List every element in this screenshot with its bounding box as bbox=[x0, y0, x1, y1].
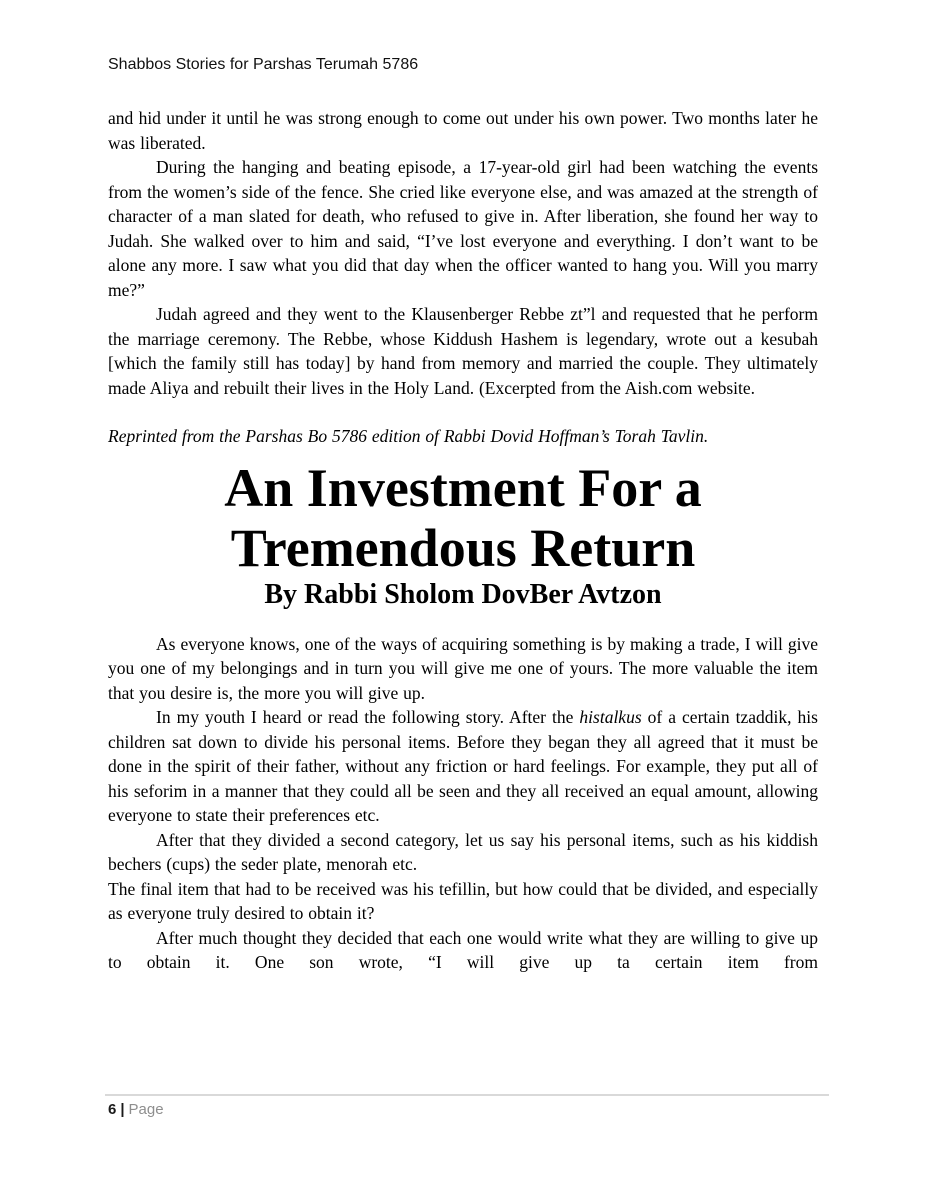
body-paragraph: After much thought they decided that each one would write what they are willing to give up to obtain it. One son wrote, “I will give up ta certain item from bbox=[108, 927, 818, 972]
paragraph-text: In my youth I heard or read the following story. After the bbox=[156, 707, 580, 727]
body-paragraph bbox=[108, 705, 818, 828]
body-paragraph: and hid under it until he was strong enough to come out under his own power. Two months later he was liberated. bbox=[108, 108, 818, 153]
page-number: 6 bbox=[108, 1101, 117, 1118]
paragraph-text: of a certain tzaddik, his children sat down to divide his personal items. Before they began they all agreed that it must be done in the spirit of their father, without any friction or hard feelings. For example, they put all of his seforim in a manner that they could all be seen and they all received an equal amount, allowing everyone to state their preferences etc. bbox=[108, 707, 818, 825]
italic-term: histalkus bbox=[579, 707, 642, 727]
document-header: Shabbos Stories for Parshas Terumah 5786 bbox=[108, 56, 419, 73]
body-paragraph: The final item that had to be received was his tefillin, but how could that be divided, and especially as everyone truly desired to obtain it? bbox=[108, 878, 818, 923]
attribution-paragraph: Reprinted from the Parshas Bo 5786 edition of Rabbi Dovid Hoffman’s Torah Tavlin. bbox=[108, 426, 709, 446]
body-paragraph: During the hanging and beating episode, a 17-year-old girl had been watching the events from the women’s side of the fence. She cried like everyone else, and was amazed at the strength of character of a man slated for death, who refused to give in. After liberation, she found her way to Judah. She walked over to him and said, “I’ve lost everyone and everything. I don’t want to be alone any more. I saw what you did that day when the officer wanted to hang you. Will you marry me?” bbox=[108, 157, 818, 300]
article-title-line-2: Tremendous Return bbox=[230, 517, 696, 578]
page-footer bbox=[108, 1100, 164, 1119]
footer-label: Page bbox=[128, 1101, 164, 1118]
document-body bbox=[108, 106, 818, 975]
footer-divider bbox=[105, 1094, 829, 1096]
body-paragraph: After that they divided a second category, let us say his personal items, such as his kiddish bechers (cups) the seder plate, menorah etc. bbox=[108, 829, 818, 874]
article-title-line-1: An Investment For a bbox=[224, 457, 702, 518]
article-byline: By Rabbi Sholom DovBer Avtzon bbox=[264, 578, 662, 610]
body-paragraph: As everyone knows, one of the ways of acquiring something is by making a trade, I will give you one of my belongings and in turn you will give me one of yours. The more valuable the item that you desire is, the more you will give up. bbox=[108, 633, 818, 703]
body-paragraph: Judah agreed and they went to the Klausenberger Rebbe zt”l and requested that he perform the marriage ceremony. The Rebbe, whose Kiddush Hashem is legendary, wrote out a kesubah [which the family still has today] by hand from memory and married the couple. They ultimately made Aliya and rebuilt their lives in the Holy Land. (Excerpted from the Aish.com website. bbox=[108, 304, 818, 398]
footer-separator: | bbox=[120, 1101, 125, 1118]
article-title bbox=[108, 458, 818, 578]
